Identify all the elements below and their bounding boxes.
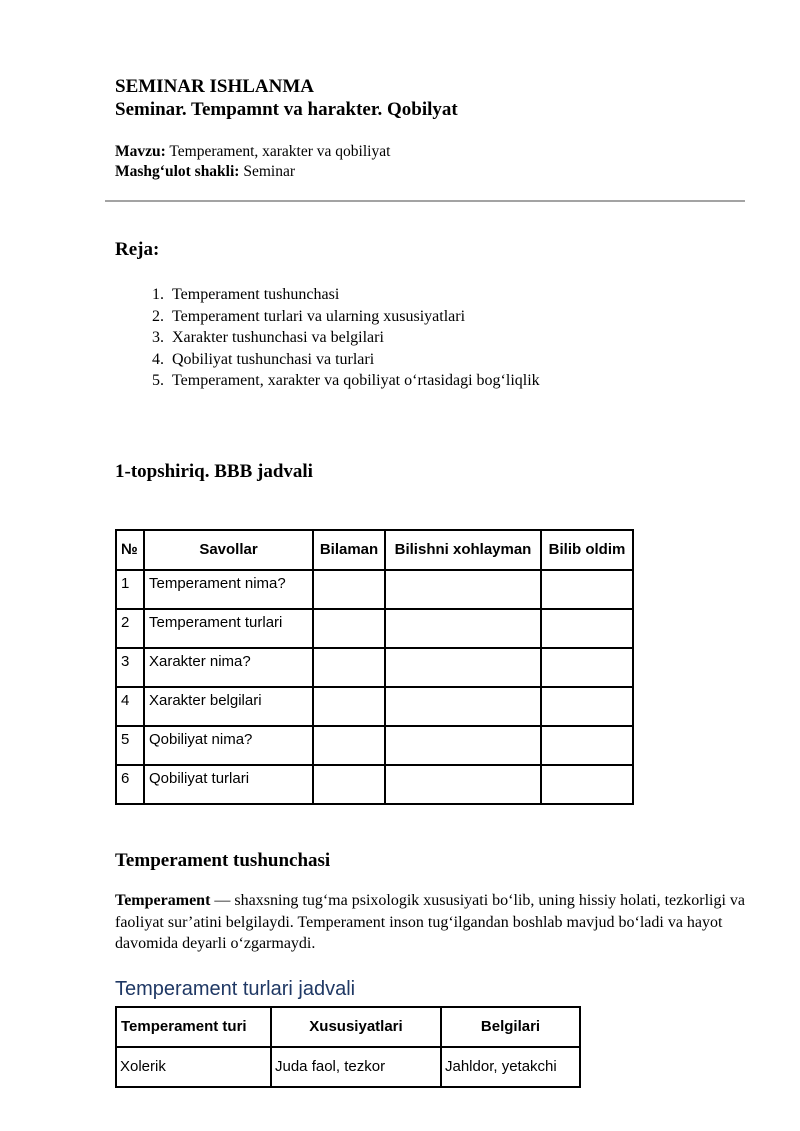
turlari-header-turi: Temperament turi <box>116 1007 271 1047</box>
row-num: 3 <box>116 648 144 687</box>
temperament-paragraph <box>115 890 747 955</box>
cell-bilaman <box>313 765 385 804</box>
bbb-header-bilib: Bilib oldim <box>541 530 633 570</box>
table-row <box>116 609 633 648</box>
table-row <box>116 765 633 804</box>
meta-block <box>115 142 745 181</box>
cell-bilishni <box>385 687 541 726</box>
cell-xususiyat: Juda faol, tezkor <box>271 1047 441 1087</box>
cell-bilishni <box>385 726 541 765</box>
row-num: 5 <box>116 726 144 765</box>
table-row <box>116 648 633 687</box>
table-row <box>116 1047 580 1087</box>
reja-item: 3. Xarakter tushunchasi va belgilari <box>168 327 745 349</box>
bbb-header-num: № <box>116 530 144 570</box>
turlari-heading: Temperament turlari jadvali <box>115 977 356 1000</box>
cell-bilib <box>541 765 633 804</box>
row-question: Xarakter nima? <box>144 648 313 687</box>
cell-bilib <box>541 609 633 648</box>
turlari-table <box>115 1006 581 1088</box>
reja-list <box>115 284 745 392</box>
cell-bilaman <box>313 570 385 609</box>
cell-bilaman <box>313 648 385 687</box>
shakl-value: Seminar <box>243 162 295 180</box>
shakl-label: Mashg‘ulot shakli: <box>115 162 240 180</box>
cell-bilaman <box>313 609 385 648</box>
reja-item: 1. Temperament tushunchasi <box>168 284 745 306</box>
cell-bilib <box>541 570 633 609</box>
row-question: Xarakter belgilari <box>144 687 313 726</box>
row-num: 4 <box>116 687 144 726</box>
table-row <box>116 726 633 765</box>
cell-bilishni <box>385 648 541 687</box>
table-row <box>116 687 633 726</box>
cell-bilib <box>541 726 633 765</box>
task1-heading: 1-topshiriq. BBB jadvali <box>115 460 313 482</box>
temperament-text: — shaxsning tug‘ma psixologik xususiyati bo‘lib, uning hissiy holati, tezkorligi va faoliyat sur’atini belgilaydi. Temperament inson tug‘ilgandan boshlab mavjud bo‘ladi va hayot davomida deyarli o‘zgarmaydi. <box>115 891 746 953</box>
bbb-header-savollar: Savollar <box>144 530 313 570</box>
mavzu-value: Temperament, xarakter va qobiliyat <box>169 143 391 160</box>
reja-item: 5. Temperament, xarakter va qobiliyat o‘rtasidagi bog‘liqlik <box>168 370 745 392</box>
cell-bilishni <box>385 765 541 804</box>
shakl-line <box>115 162 745 182</box>
row-question: Temperament nima? <box>144 570 313 609</box>
reja-heading: Reja: <box>115 239 160 260</box>
temperament-heading: Temperament tushunchasi <box>115 849 331 871</box>
cell-bilaman <box>313 687 385 726</box>
row-question: Qobiliyat nima? <box>144 726 313 765</box>
bbb-header-bilaman: Bilaman <box>313 530 385 570</box>
row-question: Qobiliyat turlari <box>144 765 313 804</box>
table-row <box>116 570 633 609</box>
row-question: Temperament turlari <box>144 609 313 648</box>
turlari-header-xususiyatlari: Xususiyatlari <box>271 1007 441 1047</box>
cell-bilishni <box>385 609 541 648</box>
cell-bilib <box>541 648 633 687</box>
row-num: 6 <box>116 765 144 804</box>
doc-subtitle: Seminar. Tempamnt va harakter. Qobilyat <box>115 99 458 120</box>
bbb-table <box>115 529 634 805</box>
cell-bilaman <box>313 726 385 765</box>
mavzu-line <box>115 142 745 162</box>
mavzu-label: Mavzu: <box>115 143 166 160</box>
cell-turi: Xolerik <box>116 1047 271 1087</box>
cell-belgi: Jahldor, yetakchi <box>441 1047 580 1087</box>
turlari-header-row <box>116 1007 580 1047</box>
turlari-header-belgilari: Belgilari <box>441 1007 580 1047</box>
bbb-header-bilishni: Bilishni xohlayman <box>385 530 541 570</box>
cell-bilib <box>541 687 633 726</box>
reja-item: 4. Qobiliyat tushunchasi va turlari <box>168 349 745 371</box>
horizontal-divider <box>105 200 745 202</box>
doc-title: SEMINAR ISHLANMA <box>115 76 314 97</box>
row-num: 2 <box>116 609 144 648</box>
cell-bilishni <box>385 570 541 609</box>
reja-item: 2. Temperament turlari va ularning xususiyatlari <box>168 306 745 328</box>
bbb-header-row <box>116 530 633 570</box>
temperament-lead: Temperament <box>115 891 211 909</box>
row-num: 1 <box>116 570 144 609</box>
